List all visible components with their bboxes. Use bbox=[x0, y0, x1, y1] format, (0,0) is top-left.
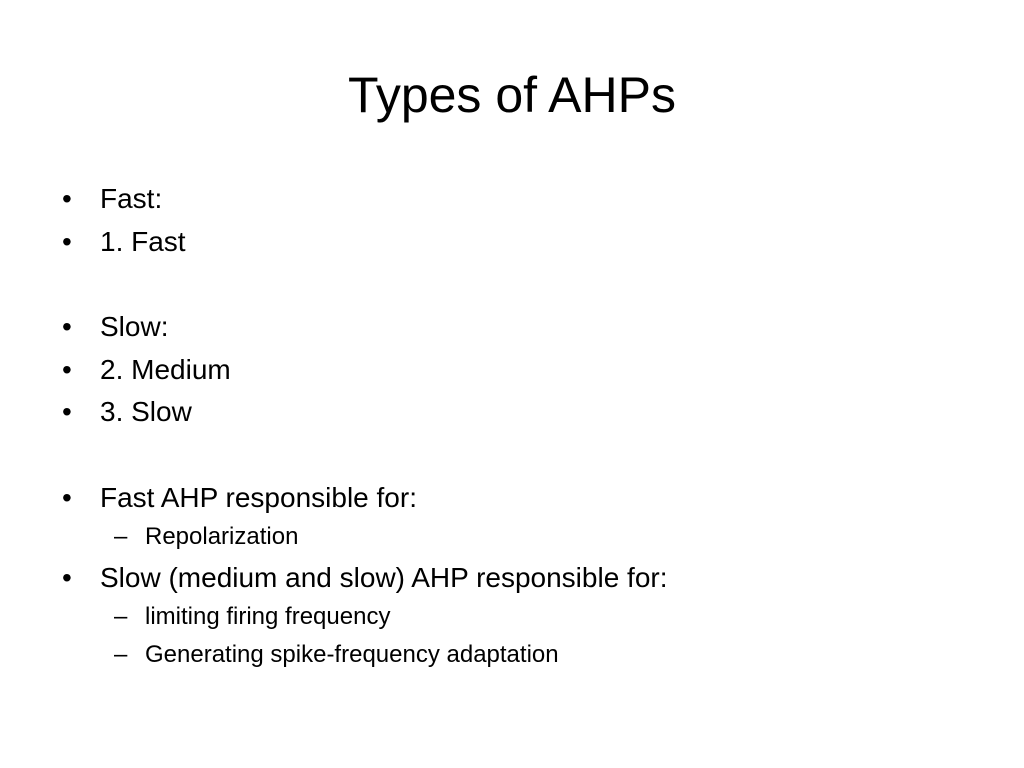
bullet-text: 2. Medium bbox=[100, 354, 231, 385]
sub-bullet-text: limiting firing frequency bbox=[145, 603, 391, 630]
bullet-marker: • bbox=[62, 482, 72, 513]
bullet-text: Slow (medium and slow) AHP responsible for: bbox=[100, 562, 668, 593]
bullet-text: Fast: bbox=[100, 183, 163, 214]
bullet-marker: • bbox=[62, 354, 72, 385]
sub-bullet-marker: – bbox=[114, 523, 128, 550]
bullet-marker: • bbox=[62, 562, 72, 593]
bullet-text: 1. Fast bbox=[100, 226, 186, 257]
bullet-list bbox=[62, 0, 982, 768]
sub-bullet-text: Generating spike-frequency adaptation bbox=[145, 641, 559, 668]
bullet-text: Slow: bbox=[100, 311, 169, 342]
bullet-marker: • bbox=[62, 226, 72, 257]
sub-bullet-text: Repolarization bbox=[145, 523, 299, 550]
slide-title: Types of AHPs bbox=[348, 67, 676, 123]
bullet-text: Fast AHP responsible for: bbox=[100, 482, 417, 513]
bullet-marker: • bbox=[62, 183, 72, 214]
sub-bullet-marker: – bbox=[114, 603, 128, 630]
bullet-marker: • bbox=[62, 396, 72, 427]
bullet-text: 3. Slow bbox=[100, 396, 192, 427]
sub-bullet-marker: – bbox=[114, 641, 128, 668]
bullet-marker: • bbox=[62, 311, 72, 342]
